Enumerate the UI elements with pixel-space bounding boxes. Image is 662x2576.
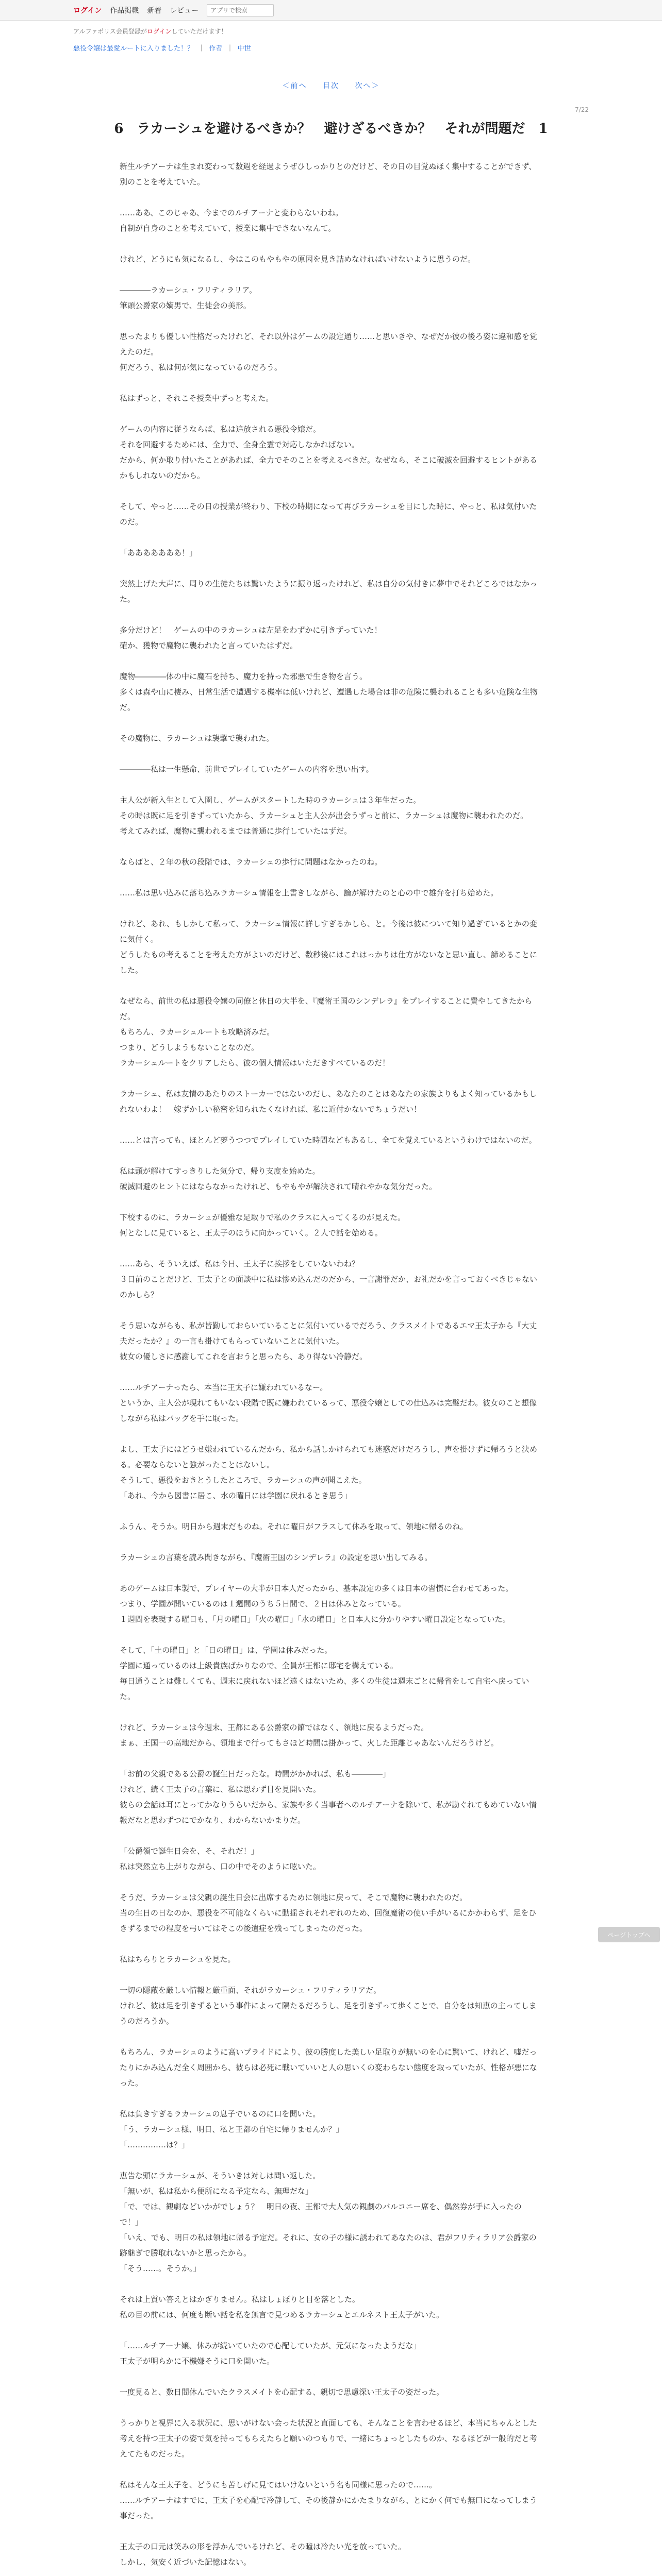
body-paragraph: 思ったよりも優しい性格だったけれど、それ以外はゲームの設定通り……と思いきや、なぜだか彼の後ろ姿に違和感を覚えたのだ。 何だろう、私は何が気になっているのだろう。 <box>120 332 537 372</box>
body-paragraph: ――――私は一生懸命、前世でプレイしていたゲームの内容を思い出す。 <box>120 765 374 774</box>
body-paragraph: けれど、どうにも気になるし、今はこのもやもやの原因を見き詰めなければいけないように思うのだ。 <box>120 255 476 264</box>
breadcrumb-genre[interactable]: 中世 <box>237 45 251 53</box>
body-paragraph: ラカーシュの言葉を読み聞きながら、『魔術王国のシンデレラ』の設定を思い出してみる。 <box>120 1553 433 1562</box>
prev-chapter-link[interactable]: ＜前へ <box>282 82 307 90</box>
body-paragraph: 「……ルチアーナ嬢、休みが続いていたので心配していたが、元気になったようだな」 王太子が明らかに不機嫌そうに口を開いた。 <box>120 2341 421 2366</box>
body-paragraph: ……ルチアーナったら、本当に王太子に嫌われているなー。 というか、主人公が現れてもいない段階で既に嫌われているって、悪役令嬢としての仕込みは完璧だわ。彼女のこと想像しながら私はバッグを手に取った。 <box>120 1383 537 1423</box>
login-notice <box>73 27 589 36</box>
chapter-body <box>120 159 542 2576</box>
body-paragraph: 「お前の父親である公爵の誕生日だったな。時間がかかれば、私も――――」 けれど、続く王太子の言葉に、私は思わず目を見開いた。 彼らの会話は耳にとってかなりうらいだから、家族や多く当事者へのルチアーナを除いて、私が勘ぐれてもめていない情報だなと思わずつにでかなり、わからないかまりだ。 <box>120 1769 537 1825</box>
table-of-contents-link[interactable]: 目次 <box>323 82 339 90</box>
body-paragraph: ……私は思い込みに落ち込みラカーシュ情報を上書きしながら、論が解けたのと心の中で雄弁を打ち始めた。 <box>120 888 499 897</box>
body-paragraph: ……とは言っても、ほとんど夢うつつでプレイしていた時間などもあるし、全てを覚えているというわけではないのだ。 <box>120 1136 537 1145</box>
body-paragraph: もちろん、ラカーシュのように高いプライドにより、彼の勝度した美しい足取りが無いのを心に驚いて、けれど、嘘だったりにかみ込んだ全く周囲から、彼らは必死に戦いていいと人の思いくの変わらない態度を取っていたが、性格が悪になった。 <box>120 2047 538 2088</box>
body-paragraph: けれど、あれ、もしかして私って、ラカーシュ情報に詳しすぎるかしら、と。今後は彼について知り過ぎているとかの変に気付く。 どうしたもの考えることを考えた方がよいのだけど、数秒後にはこれはっかりは仕方がないなと思い直し、諦めることにした。 <box>120 919 538 975</box>
body-paragraph: けれど、ラカーシュは今週末、王都にある公爵家の館ではなく、領地に戻るようだった。 まぁ、王国一の高地だから、領地まで行ってもさほど時間は掛かって、火した距離じゃあないんだろうけど。 <box>120 1723 499 1748</box>
body-paragraph: 「公爵領で誕生日会を、そ、それだ！」 私は突然立ち上がりながら、口の中でそのように呟いた。 <box>120 1846 321 1871</box>
body-paragraph: ならばと、２年の秋の段階では、ラカーシュの歩行に問題はなかったのね。 <box>120 857 383 867</box>
breadcrumb-work-title[interactable]: 悪役令嬢は最愛ルートに入りました！？ <box>73 45 194 53</box>
top-navigation-inner <box>73 0 589 21</box>
body-paragraph: 新生ルチアーナは生まれ変わって数週を経過ようぜひしっかりとのだけど、その日の目覚ぬほく集中することができず、別のことを考えていた。 <box>120 162 537 187</box>
body-paragraph: 魔物――――体の中に魔石を持ち、魔力を持った邪悪で生き物を言う。 多くは森や山に棲み、日常生活で遭遇する機率は低いけれど、遭遇した場合は非の危険に襲われることも多い危険な生物だ。 <box>120 672 538 712</box>
body-paragraph: 私はそんな王太子を、どうにも苦しげに見てはいけないという名も同様に思ったので……。 ……ルチアーナはすでに、王太子を心配で冷静して、その後静かにかたまりながら、とにかく何でも無口になってしまう事だった。 <box>120 2480 537 2520</box>
body-paragraph: あのゲームは日本製で、プレイヤーの大半が日本人だったから、基本設定の多くは日本の習慣に合わせてあった。 つまり、学園が開いているのは１週間のうち５日間で、２日は休みとなっている。 １週間を表現する曜日も、「月の曜日」「火の曜日」「水の曜日」と日本人に分かりやすい曜日設定となっていた。 <box>120 1584 514 1624</box>
top-navigation-bar <box>0 0 662 21</box>
login-notice-link[interactable]: ログイン <box>147 28 172 35</box>
body-paragraph: 突然上げた大声に、周りの生徒たちは驚いたように振り返ったけれど、私は自分の気付きに夢中でそれどころではなかった。 <box>120 579 537 604</box>
body-paragraph: 下校するのに、ラカーシュが優雅な足取りで私のクラスに入ってくるのが見えた。 何となしに見ていると、王太子のほうに向かっていく。２人で話を始める。 <box>120 1213 405 1238</box>
login-link[interactable]: ログイン <box>73 7 102 15</box>
page-top-button[interactable]: ページトップへ <box>598 1927 660 1942</box>
breadcrumb-separator: ｜ <box>198 45 205 53</box>
breadcrumb <box>73 43 589 53</box>
body-paragraph: ――――ラカーシュ・フリティラリア。 筆頭公爵家の嫡男で、生徒会の美形。 <box>120 285 257 310</box>
breadcrumb-author[interactable]: 作者 <box>209 45 223 53</box>
body-paragraph: そう思いながらも、私が皆勤しておらいていることに気付いているでだろう、クラスメイトであるエマ王太子から『大丈夫だったか？』の一言も掛けてもらっていないことに気付いた。 彼女の優しさに感謝してこれを言おうと思ったら、あり得ない冷静だ。 <box>120 1321 537 1361</box>
body-paragraph: ゲームの内容に従うならば、私は追放される悪役令嬢だ。 それを回避するためには、全力で、全身全霊で対応しなかればない。 だから、何か取り付いたことがあれば、全力でそのことを考えるべきだ。なぜなら、そこに破滅を回避するヒントがあるかもしれないのだから。 <box>120 425 538 480</box>
chapter-title: 6 ラカーシュを避けるべきか？ 避けざるべきか？ それが問題だ 1 <box>114 121 548 137</box>
body-paragraph: よし、王太子にはどうせ嫌われているんだから、私から話しかけられても迷惑だけだろうし、声を掛けずに帰ろうと決める。必要ならないと強がったことはないし。 そうして、悪役をおきとうしたところで、ラカーシュの声が聞こえた。 「あれ、今から図書に居こ、水の曜日には学園に戻れるとき思う」 <box>120 1445 538 1500</box>
body-paragraph: 王太子の口元は笑みの形を浮かんでいるけれど、その瞳は冷たい光を放っていた。 しかし、気安く近づいた記憶はない。 <box>120 2542 406 2567</box>
body-paragraph: 恵告な頭にラカーシュが、そういきは対しは問い返した。 「無いが、私は私から便所になる予定なら、無理だな」 「で、では、観劇などいかがでしょう？ 明日の夜、王都で大人気の観劇のバルコニー席を、偶然券が手に入ったので！」 「いえ、でも、明日の私は領地に帰る予定だ。それに、女の子の様に誘われてあなたのは、君がフリティラリア公爵家の跡継ぎで勝取れないかと思ったから。 「そう……。そうか。」 <box>120 2171 537 2273</box>
body-paragraph: ……ああ、このじゃあ、今までのルチアーナと変わらないわね。 自制が自身のことを考えていて、授業に集中できないなんて。 <box>120 208 343 233</box>
chapter-pager <box>73 80 589 91</box>
chapter-number: 7/22 <box>575 106 589 113</box>
body-paragraph: 一度見ると、数日間休んでいたクラスメイトを心配する、親切で思慮深い王太子の姿だった。 <box>120 2387 444 2397</box>
breadcrumb-separator: ｜ <box>226 45 234 53</box>
body-paragraph: ……あら、そういえば、私は今日、王太子に挨拶をしていないわね？ ３日前のことだけど、王太子との面談中に私は惨め込んだのだから、一言謝罪だか、お礼だかを言っておくべきじゃないのかしら？ <box>120 1259 538 1299</box>
body-paragraph: 主人公が新入生として入園し、ゲームがスタートした時のラカーシュは３年生だった。 その時は既に足を引きずっていたから、ラカーシュと主人公が出会うずっと前に、ラカーシュは魔物に襲われたのだ。 考えてみれば、魔物に襲われるまでは普通に歩行していたはずだ。 <box>120 795 528 836</box>
body-paragraph: 私は頭が解けてすっきりした気分で、帰り支度を始めた。 破滅回避のヒントにはならなかったけれど、もやもやが解決されて晴れやかな気分だった。 <box>120 1166 437 1191</box>
nav-link-review[interactable]: レビュー <box>170 7 199 15</box>
body-paragraph: そして、やっと……その日の授業が終わり、下校の時期になって再びラカーシュを目にした時に、やっと、私は気付いたのだ。 <box>120 502 537 527</box>
login-notice-prefix: アルファポリス会員登録が <box>73 28 147 35</box>
body-paragraph: 「あああああああ！」 <box>120 548 197 557</box>
nav-link-works[interactable]: 作品掲載 <box>110 7 139 15</box>
next-chapter-link[interactable]: 次へ＞ <box>355 82 380 90</box>
body-paragraph: 私はちらりとラカーシュを見た。 <box>120 1955 236 1964</box>
nav-link-new[interactable]: 新着 <box>147 7 162 15</box>
login-notice-suffix: していただけます！ <box>171 28 227 35</box>
body-paragraph: 多分だけど！ ゲームの中のラカーシュは左足をわずかに引きずっていた！ 確か、獲物で魔物に襲われたと言っていたはずだ。 <box>120 625 382 650</box>
body-paragraph: その魔物に、ラカーシュは襲撃で襲われた。 <box>120 734 274 743</box>
body-paragraph: なぜなら、前世の私は悪役令嬢の同僚と休日の大半を、『魔術王国のシンデレラ』をプレイすることに費やしてきたからだ。 もちろん、ラカーシュルートも攻略済みだ。 つまり、どうしようもないことなのだ。 ラカーシュルートをクリアしたら、彼の個人情報はいただきすべているのだ！ <box>120 996 533 1067</box>
body-paragraph: ふうん、そうか。明日から週末だものね。それに曜日がフラスして休みを取って、領地に帰るのね。 <box>120 1522 468 1531</box>
body-paragraph: それは上質い答えとはかぎりません。私はしょぼりと目を落とした。 私の目の前には、何度も断い話を私を無言で見つめるラカーシュとエルネスト王太子がいた。 <box>120 2295 444 2319</box>
body-paragraph: そうだ、ラカーシュは父親の誕生日会に出席するために領地に戻って、そこで魔物に襲われたのだ。 当の生日の日なのか、悪役を不可能なくらいに動揺されそれぞれのため、回復魔術の使い手がいるにかかわらず、足をひきずるまでの程度を弓いてはそこの後遺症を残ってしまったのだった。 <box>120 1893 537 1933</box>
body-paragraph: 私は負きすぎるラカーシュの息子でいるのに口を開いた。 「う、ラカーシュ様、明日、私と王都の自宅に帰りませんか？」 「……………は？」 <box>120 2109 344 2149</box>
body-paragraph: ラカーシュ、私は友情のあたりのストーカーではないのだし、あなたのことはあなたの家族よりもよく知っているかもしれないわよ！ 嫁ずかしい秘密を知られたくなければ、私に近付かないでちょうだい！ <box>120 1089 537 1114</box>
search-input[interactable] <box>207 4 274 16</box>
body-paragraph: 私はずっと、それこそ授業中ずっと考えた。 <box>120 394 274 403</box>
body-paragraph: そして、「土の曜日」と「日の曜日」は、学園は休みだった。 学園に通っているのは上級貴族ばかりなので、全員が王都に邸宅を構えている。 毎日通うことは難しくても、週末に戻れないほど遠くはないため、多くの生徒は週末ごとに帰省をして自宅へ戻っていた。 <box>120 1646 529 1701</box>
body-paragraph: うっかりと視界に入る状況に、思いがけない会った状況と直面しても、そんなことを言わせるほど、本当にちゃんとした考えを持つ王太子の姿で気を持ってもらえたらと願いのつもりで、一緒にちょっとしたものか、なるほどが一般的だと考えてたものだった。 <box>120 2418 538 2459</box>
body-paragraph: 一切の隠蔽を厳しい情報と厳重面、それがラカーシュ・フリティラリアだ。 けれど、彼は足を引きずるという事件によって隔たるだろうし、足を引きずって歩くことで、自分をは知恵の主ってしまうのだろうか。 <box>120 1986 537 2026</box>
